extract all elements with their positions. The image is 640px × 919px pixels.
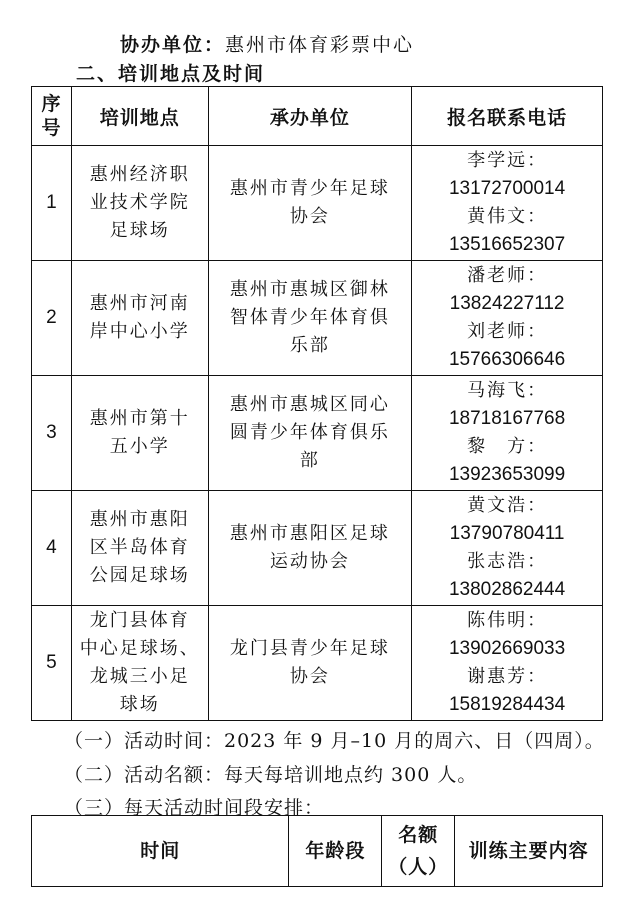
- contact-name: 黄伟文：: [467, 206, 548, 227]
- co-organizer-line: [120, 30, 414, 57]
- contact-phone[interactable]: 13516652307: [448, 234, 566, 255]
- contact-cell: [412, 376, 603, 491]
- organizer-cell-line: 协会: [289, 666, 330, 687]
- contact-phone[interactable]: 13172700014: [448, 178, 566, 199]
- organizer-cell-line: 乐部: [289, 335, 330, 356]
- header-organizer: 承办单位: [208, 87, 412, 146]
- header-quota-line2: （人）: [388, 856, 449, 878]
- contact-name: 李学远：: [467, 150, 548, 171]
- header-index-text: 序号: [41, 93, 62, 139]
- venue-row: [32, 146, 603, 261]
- venue-cell-line: 惠州市第十: [89, 408, 190, 429]
- contact-cell: [412, 606, 603, 721]
- contact-phone[interactable]: 13923653099: [448, 464, 566, 485]
- organizer-cell-line: 惠州市惠城区御林: [229, 279, 390, 300]
- schedule-table-header: [32, 816, 603, 887]
- venue-cell-line: 岸中心小学: [89, 321, 190, 342]
- organizer-cell: [208, 606, 412, 721]
- contact-phone[interactable]: 15819284434: [448, 694, 566, 715]
- schedule-table: [31, 815, 603, 887]
- contact-phone[interactable]: 13790780411: [449, 523, 565, 544]
- venue-table-header: [32, 87, 603, 146]
- contact-phone[interactable]: 13802862444: [448, 579, 566, 600]
- venue-cell-line: 龙城三小足: [89, 666, 190, 687]
- venue-cell: [71, 261, 208, 376]
- co-organizer-value: 惠州市体育彩票中心: [225, 34, 415, 56]
- contact-phone[interactable]: 18718167768: [448, 408, 566, 429]
- section-title: 二、培训地点及时间: [76, 63, 266, 85]
- contact-name: 黎 方：: [467, 436, 548, 457]
- contact-phone[interactable]: 15766306646: [448, 349, 566, 370]
- organizer-cell-line: 运动协会: [269, 551, 350, 572]
- contact-name: 马海飞：: [467, 380, 548, 401]
- contact-phone[interactable]: 13902669033: [448, 638, 566, 659]
- contact-phone[interactable]: 13824227112: [449, 293, 565, 314]
- venue-cell-line: 区半岛体育: [89, 537, 190, 558]
- co-organizer-label: 协办单位：: [120, 34, 226, 56]
- contact-name: 谢惠芳：: [467, 666, 548, 687]
- venue-cell-line: 业技术学院: [89, 192, 190, 213]
- header-venue: 培训地点: [71, 87, 208, 146]
- venue-row: [32, 376, 603, 491]
- contact-cell: [412, 261, 603, 376]
- organizer-cell-line: 部: [299, 450, 320, 471]
- venue-cell-line: 足球场: [109, 220, 170, 241]
- header-contact: 报名联系电话: [412, 87, 603, 146]
- organizer-cell-line: 龙门县青少年足球: [229, 638, 390, 659]
- row-index: 1: [32, 146, 72, 261]
- venue-cell-line: 惠州市惠阳: [89, 509, 190, 530]
- header-content: 训练主要内容: [455, 816, 603, 887]
- organizer-cell-line: 协会: [289, 206, 330, 227]
- header-time: 时间: [32, 816, 289, 887]
- venue-cell-line: 惠州经济职: [89, 164, 190, 185]
- row-index: 5: [32, 606, 72, 721]
- note-schedule: （三）每天活动时间段安排：: [64, 797, 325, 819]
- contact-name: 潘老师：: [467, 265, 548, 286]
- venue-row: [32, 606, 603, 721]
- venue-cell: [71, 376, 208, 491]
- row-index: 2: [32, 261, 72, 376]
- organizer-cell: [208, 146, 412, 261]
- contact-name: 张志浩：: [467, 551, 548, 572]
- venue-cell-line: 球场: [119, 694, 160, 715]
- venue-cell-line: 龙门县体育: [89, 610, 190, 631]
- venue-cell: [71, 606, 208, 721]
- header-age: 年龄段: [289, 816, 382, 887]
- contact-cell: [412, 146, 603, 261]
- organizer-cell-line: 惠州市惠城区同心: [229, 394, 390, 415]
- header-index: [32, 87, 72, 146]
- note-time: （一）活动时间：2023 年 9 月–10 月的周六、日（四周）。: [64, 730, 605, 752]
- note-quota: （二）活动名额：每天每培训地点约 300 人。: [64, 764, 478, 786]
- venue-cell: [71, 491, 208, 606]
- contact-name: 刘老师：: [467, 321, 548, 342]
- venue-table: [31, 86, 603, 721]
- venue-row: [32, 491, 603, 606]
- organizer-cell: [208, 261, 412, 376]
- venue-cell: [71, 146, 208, 261]
- organizer-cell: [208, 376, 412, 491]
- venue-cell-line: 公园足球场: [89, 565, 190, 586]
- venue-cell-line: 惠州市河南: [89, 293, 190, 314]
- row-index: 4: [32, 491, 72, 606]
- contact-name: 陈伟明：: [467, 610, 548, 631]
- contact-cell: [412, 491, 603, 606]
- organizer-cell-line: 智体青少年体育俱: [229, 307, 390, 328]
- venue-cell-line: 五小学: [109, 436, 170, 457]
- contact-name: 黄文浩：: [467, 495, 548, 516]
- organizer-cell-line: 惠州市惠阳区足球: [229, 523, 390, 544]
- organizer-cell: [208, 491, 412, 606]
- header-quota: [382, 816, 455, 887]
- organizer-cell-line: 惠州市青少年足球: [229, 178, 390, 199]
- venue-row: [32, 261, 603, 376]
- venue-cell-line: 中心足球场、: [79, 638, 200, 659]
- row-index: 3: [32, 376, 72, 491]
- header-quota-line1: 名额: [398, 824, 439, 846]
- organizer-cell-line: 圆青少年体育俱乐: [229, 422, 390, 443]
